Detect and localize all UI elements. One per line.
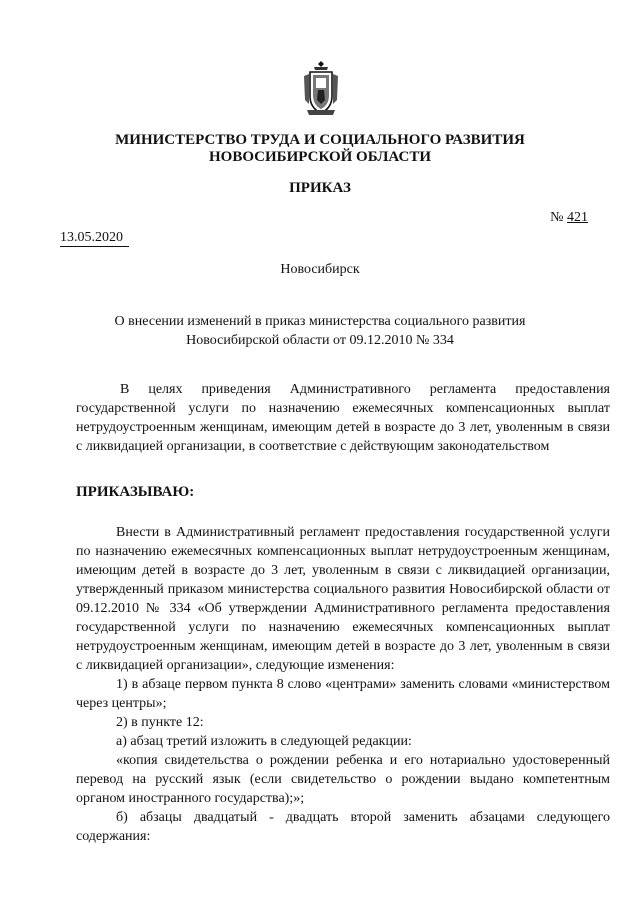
- order-number-value: 421: [567, 210, 588, 225]
- preamble-paragraph: В целях приведения Административного регламента предоставления государственной услуги по назначению ежемесячных компенсационных выплат нетрудоустроенным женщинам, имеющим детей в возрасте до 3 лет, уволенным в связи с ликвидацией организации, в соответствие с действующим законодательством: [76, 382, 610, 454]
- body-paragraph: 2) в пункте 12:: [116, 715, 204, 730]
- ministry-title-line-1: МИНИСТЕРСТВО ТРУДА И СОЦИАЛЬНОГО РАЗВИТИЯ: [115, 132, 525, 148]
- subject-line-2: Новосибирской области от 09.12.2010 № 334: [186, 333, 454, 348]
- ministry-title: [0, 132, 640, 166]
- body-paragraph: а) абзац третий изложить в следующей редакции:: [116, 734, 412, 749]
- number-sign: №: [550, 210, 564, 225]
- coat-of-arms-icon: [302, 60, 340, 118]
- city: Новосибирск: [280, 262, 360, 277]
- body-paragraph: «копия свидетельства о рождении ребенка и его нотариально удостоверенный перевод на русский язык (если свидетельство о рождении выдано компетентным органом иностранного государства);»;: [76, 753, 610, 806]
- order-date: 13.05.2020: [60, 230, 129, 247]
- order-number: [550, 210, 588, 226]
- body-paragraph: Внести в Административный регламент предоставления государственной услуги по назначению ежемесячных компенсационных выплат нетрудоустроенным женщинам, имеющим детей в возрасте до 3 лет, уволенным в связи с ликвидацией организации, утвержденный приказом министерства социального развития Новосибирской области от 09.12.2010 № 334 «Об утверждении Административного регламента предоставления государственной услуги по назначению ежемесячных компенсационных выплат нетрудоустроенным женщинам, имеющим детей в возрасте до 3 лет, уволенным в связи с ликвидацией организации», следующие изменения:: [76, 525, 610, 673]
- ministry-title-line-2: НОВОСИБИРСКОЙ ОБЛАСТИ: [208, 149, 432, 165]
- order-body: [76, 523, 610, 846]
- body-paragraph: б) абзацы двадцатый - двадцать второй заменить абзацами следующего содержания:: [76, 810, 610, 844]
- order-subject: [0, 312, 640, 350]
- body-paragraph: 1) в абзаце первом пункта 8 слово «центрами» заменить словами «министерством через центры»;: [76, 677, 610, 711]
- subject-line-1: О внесении изменений в приказ министерства социального развития: [114, 314, 526, 329]
- orders-heading: ПРИКАЗЫВАЮ:: [76, 484, 195, 500]
- document-type: ПРИКАЗ: [289, 180, 351, 196]
